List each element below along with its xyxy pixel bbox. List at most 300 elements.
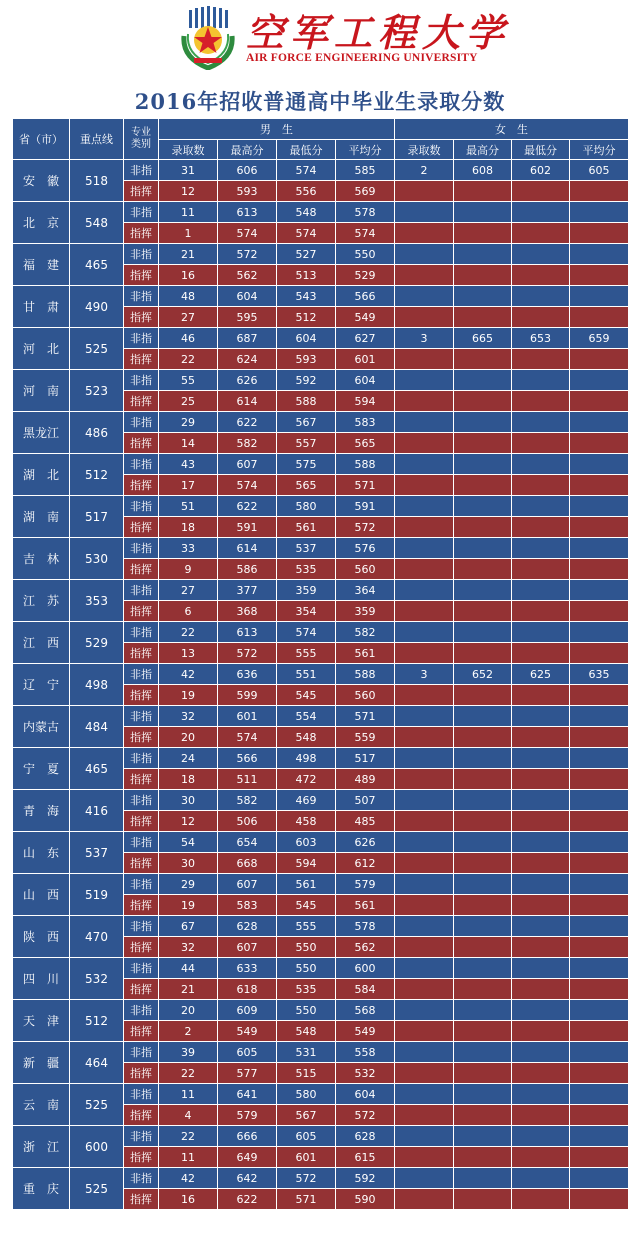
male-min-cell: 561 [277, 874, 336, 895]
male-min-cell: 550 [277, 937, 336, 958]
province-cell: 浙 江 [13, 1126, 70, 1168]
female-count-cell [395, 538, 454, 559]
male-avg-cell: 549 [336, 1021, 395, 1042]
female-avg-cell [570, 727, 629, 748]
female-count-cell [395, 517, 454, 538]
table-row [13, 412, 629, 433]
female-min-cell: 625 [512, 664, 570, 685]
male-min-cell: 527 [277, 244, 336, 265]
female-count-cell [395, 202, 454, 223]
female-avg-cell [570, 1189, 629, 1210]
major-type-cell: 指挥 [124, 811, 159, 832]
female-avg-cell [570, 538, 629, 559]
female-avg-cell [570, 475, 629, 496]
header-female-admitted: 录取数 [395, 140, 454, 160]
male-min-cell: 588 [277, 391, 336, 412]
male-count-cell: 11 [159, 202, 218, 223]
female-max-cell [454, 601, 512, 622]
male-max-cell: 593 [218, 181, 277, 202]
female-max-cell [454, 706, 512, 727]
female-min-cell [512, 769, 570, 790]
female-max-cell [454, 937, 512, 958]
male-count-cell: 46 [159, 328, 218, 349]
female-count-cell [395, 349, 454, 370]
table-row [13, 874, 629, 895]
female-count-cell [395, 979, 454, 1000]
major-type-cell: 指挥 [124, 433, 159, 454]
male-avg-cell: 572 [336, 517, 395, 538]
male-min-cell: 512 [277, 307, 336, 328]
header-major-type [124, 119, 159, 160]
table-row [13, 958, 629, 979]
key-line-cell: 517 [70, 496, 124, 538]
major-type-cell: 指挥 [124, 349, 159, 370]
province-cell: 内蒙古 [13, 706, 70, 748]
male-min-cell: 548 [277, 202, 336, 223]
female-count-cell [395, 895, 454, 916]
male-count-cell: 2 [159, 1021, 218, 1042]
header-major-type-line2: 类别 [131, 139, 151, 150]
male-count-cell: 30 [159, 790, 218, 811]
male-max-cell: 549 [218, 1021, 277, 1042]
female-max-cell [454, 181, 512, 202]
female-min-cell [512, 370, 570, 391]
female-min-cell [512, 1105, 570, 1126]
province-cell: 重 庆 [13, 1168, 70, 1210]
male-count-cell: 42 [159, 1168, 218, 1189]
major-type-cell: 非指 [124, 706, 159, 727]
major-type-cell: 非指 [124, 580, 159, 601]
female-min-cell [512, 1000, 570, 1021]
major-type-cell: 非指 [124, 1168, 159, 1189]
female-max-cell [454, 1168, 512, 1189]
male-max-cell: 574 [218, 727, 277, 748]
province-cell: 青 海 [13, 790, 70, 832]
female-count-cell [395, 391, 454, 412]
male-avg-cell: 615 [336, 1147, 395, 1168]
female-min-cell [512, 181, 570, 202]
female-count-cell [395, 244, 454, 265]
female-count-cell [395, 496, 454, 517]
male-count-cell: 20 [159, 1000, 218, 1021]
female-avg-cell [570, 874, 629, 895]
male-max-cell: 511 [218, 769, 277, 790]
male-max-cell: 622 [218, 412, 277, 433]
female-avg-cell [570, 433, 629, 454]
female-count-cell [395, 937, 454, 958]
female-count-cell [395, 622, 454, 643]
female-min-cell [512, 580, 570, 601]
major-type-cell: 非指 [124, 790, 159, 811]
major-type-cell: 非指 [124, 496, 159, 517]
province-cell: 新 疆 [13, 1042, 70, 1084]
male-avg-cell: 574 [336, 223, 395, 244]
female-min-cell [512, 916, 570, 937]
female-count-cell [395, 1084, 454, 1105]
female-min-cell [512, 748, 570, 769]
male-min-cell: 537 [277, 538, 336, 559]
female-min-cell [512, 265, 570, 286]
female-avg-cell [570, 685, 629, 706]
major-type-cell: 指挥 [124, 307, 159, 328]
female-avg-cell: 659 [570, 328, 629, 349]
male-min-cell: 567 [277, 1105, 336, 1126]
key-line-cell: 416 [70, 790, 124, 832]
female-avg-cell [570, 1063, 629, 1084]
key-line-cell: 490 [70, 286, 124, 328]
male-count-cell: 30 [159, 853, 218, 874]
female-avg-cell [570, 349, 629, 370]
header-male: 男 生 [159, 119, 395, 140]
male-avg-cell: 569 [336, 181, 395, 202]
female-avg-cell [570, 769, 629, 790]
male-min-cell: 604 [277, 328, 336, 349]
female-count-cell [395, 412, 454, 433]
female-min-cell [512, 1063, 570, 1084]
female-max-cell [454, 958, 512, 979]
key-line-cell: 512 [70, 1000, 124, 1042]
male-max-cell: 591 [218, 517, 277, 538]
female-avg-cell [570, 370, 629, 391]
major-type-cell: 非指 [124, 370, 159, 391]
male-max-cell: 606 [218, 160, 277, 181]
female-min-cell [512, 706, 570, 727]
female-min-cell [512, 790, 570, 811]
male-max-cell: 604 [218, 286, 277, 307]
key-line-cell: 530 [70, 538, 124, 580]
male-avg-cell: 576 [336, 538, 395, 559]
male-min-cell: 556 [277, 181, 336, 202]
female-avg-cell [570, 958, 629, 979]
male-max-cell: 666 [218, 1126, 277, 1147]
female-avg-cell [570, 412, 629, 433]
key-line-cell: 465 [70, 748, 124, 790]
female-avg-cell [570, 832, 629, 853]
male-max-cell: 624 [218, 349, 277, 370]
table-row [13, 370, 629, 391]
male-min-cell: 557 [277, 433, 336, 454]
male-max-cell: 607 [218, 874, 277, 895]
male-max-cell: 574 [218, 223, 277, 244]
major-type-cell: 指挥 [124, 1189, 159, 1210]
male-count-cell: 31 [159, 160, 218, 181]
female-min-cell [512, 202, 570, 223]
header-key-line: 重点线 [70, 119, 124, 160]
female-min-cell [512, 496, 570, 517]
male-count-cell: 25 [159, 391, 218, 412]
table-row [13, 202, 629, 223]
female-count-cell [395, 370, 454, 391]
male-avg-cell: 507 [336, 790, 395, 811]
table-row [13, 748, 629, 769]
female-min-cell [512, 622, 570, 643]
female-max-cell [454, 370, 512, 391]
male-count-cell: 27 [159, 580, 218, 601]
table-row [13, 328, 629, 349]
major-type-cell: 非指 [124, 202, 159, 223]
male-count-cell: 4 [159, 1105, 218, 1126]
male-max-cell: 614 [218, 391, 277, 412]
male-avg-cell: 568 [336, 1000, 395, 1021]
female-max-cell [454, 769, 512, 790]
male-min-cell: 551 [277, 664, 336, 685]
male-count-cell: 39 [159, 1042, 218, 1063]
male-max-cell: 586 [218, 559, 277, 580]
male-avg-cell: 571 [336, 475, 395, 496]
male-count-cell: 19 [159, 895, 218, 916]
major-type-cell: 非指 [124, 412, 159, 433]
female-count-cell [395, 1126, 454, 1147]
province-cell: 河 北 [13, 328, 70, 370]
female-avg-cell [570, 601, 629, 622]
female-avg-cell [570, 1147, 629, 1168]
female-count-cell [395, 685, 454, 706]
male-max-cell: 613 [218, 622, 277, 643]
female-avg-cell [570, 307, 629, 328]
male-count-cell: 67 [159, 916, 218, 937]
female-avg-cell [570, 454, 629, 475]
female-avg-cell: 635 [570, 664, 629, 685]
female-count-cell [395, 790, 454, 811]
female-count-cell [395, 1189, 454, 1210]
female-max-cell [454, 1042, 512, 1063]
female-avg-cell [570, 706, 629, 727]
male-avg-cell: 582 [336, 622, 395, 643]
male-count-cell: 24 [159, 748, 218, 769]
female-max-cell [454, 685, 512, 706]
female-max-cell [454, 349, 512, 370]
key-line-cell: 525 [70, 328, 124, 370]
province-cell: 辽 宁 [13, 664, 70, 706]
female-min-cell [512, 727, 570, 748]
male-max-cell: 641 [218, 1084, 277, 1105]
header-female: 女 生 [395, 119, 629, 140]
key-line-cell: 532 [70, 958, 124, 1000]
male-max-cell: 668 [218, 853, 277, 874]
female-max-cell [454, 832, 512, 853]
male-count-cell: 11 [159, 1147, 218, 1168]
male-avg-cell: 559 [336, 727, 395, 748]
male-max-cell: 601 [218, 706, 277, 727]
male-avg-cell: 359 [336, 601, 395, 622]
female-count-cell [395, 433, 454, 454]
female-min-cell [512, 1168, 570, 1189]
female-count-cell [395, 601, 454, 622]
female-min-cell: 602 [512, 160, 570, 181]
female-min-cell [512, 601, 570, 622]
male-count-cell: 19 [159, 685, 218, 706]
female-count-cell: 3 [395, 328, 454, 349]
province-cell: 河 南 [13, 370, 70, 412]
female-count-cell [395, 265, 454, 286]
major-type-cell: 指挥 [124, 853, 159, 874]
male-avg-cell: 600 [336, 958, 395, 979]
male-min-cell: 603 [277, 832, 336, 853]
province-cell: 黑龙江 [13, 412, 70, 454]
female-count-cell [395, 958, 454, 979]
male-max-cell: 609 [218, 1000, 277, 1021]
major-type-cell: 非指 [124, 454, 159, 475]
major-type-cell: 指挥 [124, 1063, 159, 1084]
male-max-cell: 583 [218, 895, 277, 916]
male-count-cell: 20 [159, 727, 218, 748]
male-min-cell: 565 [277, 475, 336, 496]
major-type-cell: 指挥 [124, 895, 159, 916]
female-max-cell: 665 [454, 328, 512, 349]
female-avg-cell [570, 181, 629, 202]
female-max-cell [454, 307, 512, 328]
female-avg-cell [570, 496, 629, 517]
male-count-cell: 48 [159, 286, 218, 307]
male-max-cell: 368 [218, 601, 277, 622]
province-cell: 安 徽 [13, 160, 70, 202]
header-male-min: 最低分 [277, 140, 336, 160]
major-type-cell: 非指 [124, 1084, 159, 1105]
province-cell: 山 西 [13, 874, 70, 916]
female-count-cell [395, 559, 454, 580]
female-max-cell [454, 1147, 512, 1168]
female-max-cell [454, 1126, 512, 1147]
male-min-cell: 555 [277, 916, 336, 937]
male-max-cell: 622 [218, 1189, 277, 1210]
province-cell: 江 西 [13, 622, 70, 664]
male-min-cell: 354 [277, 601, 336, 622]
male-avg-cell: 517 [336, 748, 395, 769]
major-type-cell: 指挥 [124, 937, 159, 958]
male-min-cell: 472 [277, 769, 336, 790]
key-line-cell: 484 [70, 706, 124, 748]
table-row [13, 580, 629, 601]
female-count-cell [395, 748, 454, 769]
male-max-cell: 642 [218, 1168, 277, 1189]
male-count-cell: 21 [159, 979, 218, 1000]
female-max-cell [454, 454, 512, 475]
major-type-cell: 指挥 [124, 391, 159, 412]
table-row [13, 706, 629, 727]
male-max-cell: 582 [218, 433, 277, 454]
male-avg-cell: 612 [336, 853, 395, 874]
female-avg-cell [570, 559, 629, 580]
table-row [13, 1084, 629, 1105]
male-avg-cell: 572 [336, 1105, 395, 1126]
female-max-cell [454, 1105, 512, 1126]
male-avg-cell: 529 [336, 265, 395, 286]
province-cell: 福 建 [13, 244, 70, 286]
male-max-cell: 506 [218, 811, 277, 832]
header-female-avg: 平均分 [570, 140, 629, 160]
female-min-cell [512, 391, 570, 412]
male-max-cell: 613 [218, 202, 277, 223]
table-row [13, 1000, 629, 1021]
male-avg-cell: 566 [336, 286, 395, 307]
male-min-cell: 580 [277, 1084, 336, 1105]
male-avg-cell: 601 [336, 349, 395, 370]
female-max-cell [454, 622, 512, 643]
male-avg-cell: 604 [336, 370, 395, 391]
female-max-cell [454, 517, 512, 538]
female-count-cell [395, 181, 454, 202]
major-type-cell: 指挥 [124, 979, 159, 1000]
female-min-cell [512, 853, 570, 874]
female-avg-cell [570, 748, 629, 769]
male-max-cell: 572 [218, 643, 277, 664]
male-avg-cell: 592 [336, 1168, 395, 1189]
major-type-cell: 指挥 [124, 1147, 159, 1168]
male-avg-cell: 561 [336, 895, 395, 916]
major-type-cell: 非指 [124, 244, 159, 265]
male-count-cell: 27 [159, 307, 218, 328]
male-avg-cell: 532 [336, 1063, 395, 1084]
province-cell: 北 京 [13, 202, 70, 244]
female-count-cell [395, 853, 454, 874]
female-max-cell [454, 1084, 512, 1105]
female-max-cell [454, 391, 512, 412]
male-avg-cell: 561 [336, 643, 395, 664]
male-avg-cell: 364 [336, 580, 395, 601]
male-avg-cell: 588 [336, 664, 395, 685]
male-count-cell: 18 [159, 517, 218, 538]
male-count-cell: 44 [159, 958, 218, 979]
header-male-max: 最高分 [218, 140, 277, 160]
female-count-cell [395, 1105, 454, 1126]
major-type-cell: 非指 [124, 1126, 159, 1147]
female-max-cell [454, 811, 512, 832]
female-count-cell [395, 1000, 454, 1021]
female-avg-cell [570, 202, 629, 223]
male-count-cell: 51 [159, 496, 218, 517]
female-count-cell [395, 454, 454, 475]
female-avg-cell [570, 853, 629, 874]
header-province: 省（市） [13, 119, 70, 160]
header-male-admitted: 录取数 [159, 140, 218, 160]
male-count-cell: 14 [159, 433, 218, 454]
female-avg-cell [570, 895, 629, 916]
male-min-cell: 515 [277, 1063, 336, 1084]
major-type-cell: 指挥 [124, 727, 159, 748]
male-max-cell: 599 [218, 685, 277, 706]
female-count-cell [395, 832, 454, 853]
table-row [13, 1042, 629, 1063]
male-count-cell: 11 [159, 1084, 218, 1105]
female-avg-cell [570, 580, 629, 601]
male-min-cell: 498 [277, 748, 336, 769]
female-avg-cell [570, 244, 629, 265]
male-min-cell: 561 [277, 517, 336, 538]
female-avg-cell [570, 1168, 629, 1189]
male-min-cell: 469 [277, 790, 336, 811]
male-max-cell: 633 [218, 958, 277, 979]
table-row [13, 244, 629, 265]
male-count-cell: 13 [159, 643, 218, 664]
major-type-cell: 非指 [124, 328, 159, 349]
key-line-cell: 512 [70, 454, 124, 496]
major-type-cell: 非指 [124, 916, 159, 937]
male-max-cell: 605 [218, 1042, 277, 1063]
male-max-cell: 579 [218, 1105, 277, 1126]
major-type-cell: 指挥 [124, 643, 159, 664]
major-type-cell: 非指 [124, 958, 159, 979]
male-avg-cell: 578 [336, 916, 395, 937]
table-row [13, 1168, 629, 1189]
province-cell: 云 南 [13, 1084, 70, 1126]
female-count-cell [395, 475, 454, 496]
key-line-cell: 353 [70, 580, 124, 622]
female-min-cell [512, 559, 570, 580]
major-type-cell: 指挥 [124, 265, 159, 286]
female-max-cell [454, 790, 512, 811]
female-min-cell [512, 244, 570, 265]
province-cell: 湖 北 [13, 454, 70, 496]
